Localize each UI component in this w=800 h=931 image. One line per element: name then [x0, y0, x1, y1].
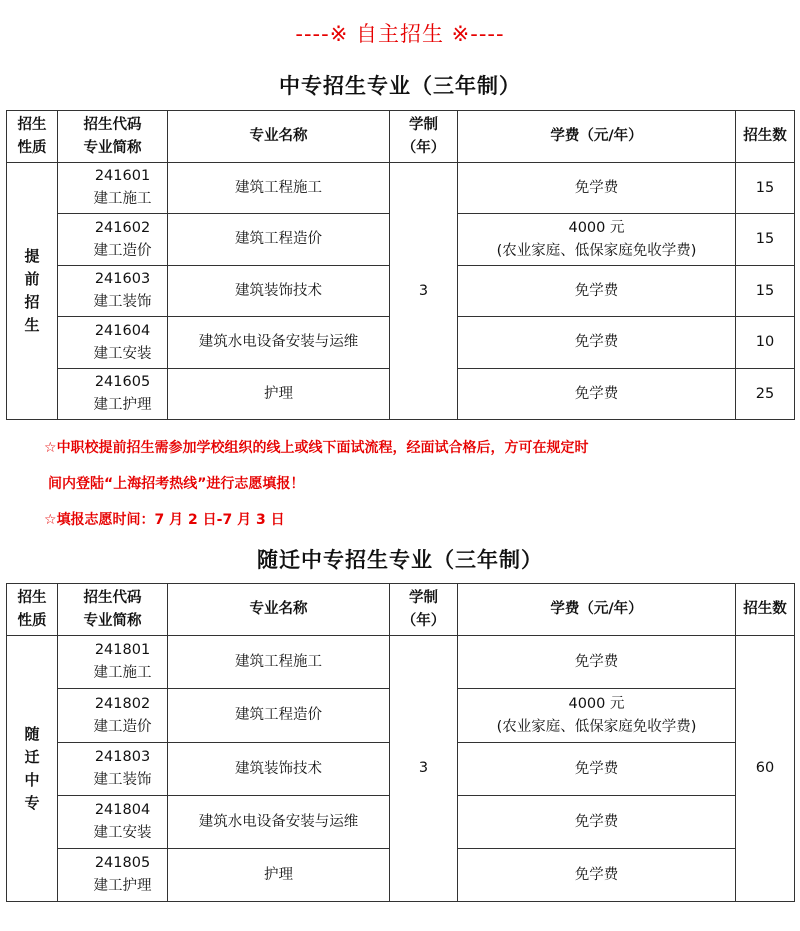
header-duration: 学制 （年） [390, 111, 458, 163]
major-name: 建筑工程造价 [168, 689, 390, 743]
major-name: 护理 [168, 369, 390, 420]
code-cell: 241801 建工施工 [58, 636, 168, 689]
count-cell: 10 [736, 317, 795, 369]
duration-value: 3 [390, 163, 458, 420]
header-duration: 学制 （年） [390, 584, 458, 636]
count-total: 60 [736, 636, 795, 902]
header-name: 专业名称 [168, 584, 390, 636]
header-fee: 学费（元/年） [458, 584, 736, 636]
table-header-row [7, 584, 795, 636]
major-name: 建筑工程施工 [168, 636, 390, 689]
code-cell: 241804 建工安装 [58, 796, 168, 849]
notice-line-2: 间内登陆“上海招考热线”进行志愿填报！ [48, 476, 305, 492]
page-banner: ----※ 自主招生 ※---- [295, 22, 505, 46]
count-cell: 15 [736, 214, 795, 266]
code-cell: 241604 建工安装 [58, 317, 168, 369]
header-nature: 招生 性质 [7, 111, 58, 163]
fee-cell: 免学费 [458, 743, 736, 796]
fee-cell: 免学费 [458, 796, 736, 849]
fee-cell: 免学费 [458, 636, 736, 689]
notice-line-1: ☆中职校提前招生需参加学校组织的线上或线下面试流程，经面试合格后，方可在规定时 [44, 440, 589, 456]
fee-cell: 免学费 [458, 369, 736, 420]
star-icon: ☆ [44, 440, 57, 456]
fee-cell: 4000 元 (农业家庭、低保家庭免收学费) [458, 214, 736, 266]
major-name: 建筑工程施工 [168, 163, 390, 214]
header-code: 招生代码 专业简称 [58, 111, 168, 163]
major-name: 建筑水电设备安装与运维 [168, 317, 390, 369]
code-cell: 241802 建工造价 [58, 689, 168, 743]
code-cell: 241603 建工装饰 [58, 266, 168, 317]
major-name: 护理 [168, 849, 390, 902]
section1-title: 中专招生专业（三年制） [279, 74, 521, 98]
fee-cell: 免学费 [458, 849, 736, 902]
notice-block [44, 430, 788, 538]
count-cell: 25 [736, 369, 795, 420]
duration-value: 3 [390, 636, 458, 902]
table-header-row [7, 111, 795, 163]
code-cell: 241805 建工护理 [58, 849, 168, 902]
major-name: 建筑装饰技术 [168, 743, 390, 796]
fee-note: (农业家庭、低保家庭免收学费) [496, 718, 697, 735]
header-code: 招生代码 专业简称 [58, 584, 168, 636]
major-name: 建筑工程造价 [168, 214, 390, 266]
header-name: 专业名称 [168, 111, 390, 163]
star-icon: ☆ [44, 512, 57, 528]
code-cell: 241601 建工施工 [58, 163, 168, 214]
code-cell: 241602 建工造价 [58, 214, 168, 266]
count-cell: 15 [736, 266, 795, 317]
header-nature: 招生 性质 [7, 584, 58, 636]
count-cell: 15 [736, 163, 795, 214]
table-row [7, 636, 795, 689]
group-label: 提 前 招 生 [7, 163, 58, 420]
header-fee: 学费（元/年） [458, 111, 736, 163]
code-cell: 241803 建工装饰 [58, 743, 168, 796]
fee-note: (农业家庭、低保家庭免收学费) [496, 242, 697, 259]
header-count: 招生数 [736, 584, 795, 636]
group-label: 随 迁 中 专 [7, 636, 58, 902]
fee-cell: 免学费 [458, 317, 736, 369]
section2-table [6, 583, 795, 902]
fee-cell: 免学费 [458, 163, 736, 214]
code-cell: 241605 建工护理 [58, 369, 168, 420]
table-row [7, 163, 795, 214]
major-name: 建筑装饰技术 [168, 266, 390, 317]
fee-cell: 4000 元 (农业家庭、低保家庭免收学费) [458, 689, 736, 743]
fee-cell: 免学费 [458, 266, 736, 317]
notice-line-3: ☆填报志愿时间：7 月 2 日-7 月 3 日 [44, 512, 285, 528]
section2-title: 随迁中专招生专业（三年制） [257, 548, 543, 572]
header-count: 招生数 [736, 111, 795, 163]
section1-table [6, 110, 795, 420]
major-name: 建筑水电设备安装与运维 [168, 796, 390, 849]
